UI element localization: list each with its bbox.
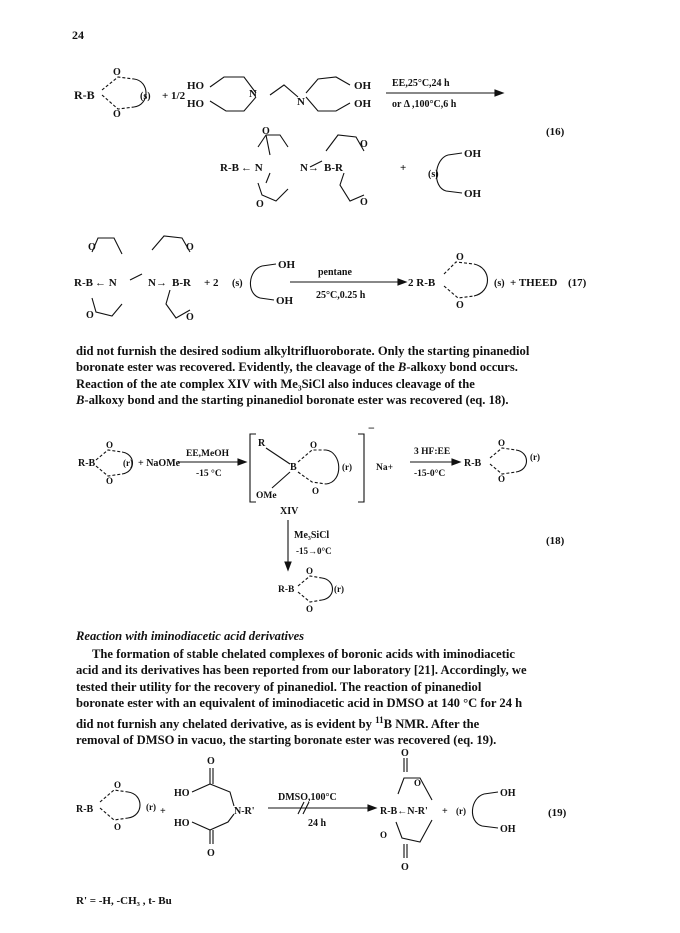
eq18-product: R-B (464, 458, 482, 469)
eq17-coeff: + 2 (204, 277, 219, 289)
eq17-o1: O (88, 242, 96, 253)
eq19-rb: R-B (76, 804, 94, 815)
eq18-minus: − (368, 421, 375, 435)
eq17-o3: O (86, 310, 94, 321)
eq19-po-bot: O (401, 862, 409, 873)
eq18-rb: R-B (78, 458, 96, 469)
page-number: 24 (72, 28, 84, 42)
eq17-n-arrow: N→ (148, 277, 167, 289)
para2-line-6: removal of DMSO in vacuo, the starting boronate ester was recovered (eq. 19). (76, 733, 497, 748)
eq17-cond-below: 25°C,0.25 h (316, 290, 366, 301)
eq18-p2o2: O (306, 604, 314, 614)
eq19-oh2: OH (500, 824, 516, 835)
para1-line-1: did not furnish the desired sodium alkyltrifluoroborate. Only the starting pinanediol (76, 344, 530, 358)
eq19-plus: + (160, 806, 166, 817)
eq16-o: O (113, 67, 121, 78)
eq16-product-br: B-R (324, 162, 343, 174)
para2-line-3: tested their utility for the recovery of pinanediol. The reaction of pinanediol (76, 679, 482, 694)
eq16-stereo2: (s) (428, 169, 439, 180)
para2-line-5: did not furnish any chelated derivative, as is evident by $^{11}$B NMR. After the (76, 714, 480, 731)
para1-line-4: B-alkoxy bond and the starting pinanediol boronate ester was recovered (eq. 18). (76, 393, 509, 408)
eq16-poh: OH (464, 148, 482, 160)
r-prime-definition: R' = -H, -CH₃ , t- Bu (76, 895, 172, 907)
eq16-po2: O (360, 139, 368, 150)
eq18-xstereo: (r) (342, 462, 352, 472)
eq16-n: N (249, 88, 257, 100)
eq18-stereo: (r) (123, 458, 133, 468)
eq16-cond-below: or Δ ,100°C,6 h (392, 99, 457, 110)
eq19-o-bot: O (207, 848, 215, 859)
eq16-cond-above: EE,25°C,24 h (392, 78, 450, 89)
eq19-po1: O (414, 778, 422, 788)
eq18-r: R (258, 438, 266, 449)
eq17-rb: R-B (74, 277, 93, 289)
eq19-o1: O (114, 780, 122, 790)
eq18-temp: -15→0°C (296, 546, 332, 556)
eq18-me3sicl: Me₃SiCl (294, 530, 330, 541)
eq16-po1: O (262, 126, 270, 137)
eq16-arrow-n: ← N (241, 162, 263, 174)
equation-18 (0, 420, 680, 620)
eq18-number: (18) (546, 535, 565, 547)
eq19-product: R-B←N-R' (380, 806, 428, 817)
eq18-naome: + NaOMe (138, 458, 181, 469)
eq19-o-top: O (207, 756, 215, 767)
eq16-po3: O (256, 199, 264, 210)
eq19-cond-below: 24 h (308, 818, 327, 829)
equation-19 (0, 748, 680, 890)
eq18-na: Na+ (376, 463, 394, 473)
eq17-theed: + THEED (510, 277, 558, 289)
eq19-po2: O (380, 830, 388, 840)
eq18-cond-above: EE,MeOH (186, 449, 230, 459)
para1-line-3: Reaction of the ate complex XIV with Me₃SiCl also induces cleavage of the (76, 376, 475, 391)
eq17-oh: OH (278, 259, 296, 271)
eq18-xo1: O (310, 440, 318, 450)
paragraph-1 (76, 343, 636, 409)
eq18-p2o1: O (306, 566, 314, 576)
eq18-b: B (290, 462, 297, 473)
eq17-stereo: (s) (232, 278, 243, 289)
eq18-cond-below: -15 °C (196, 469, 222, 479)
eq17-po2: O (456, 300, 464, 311)
equation-17 (0, 228, 680, 338)
para2-line-1: The formation of stable chelated complexes of boronic acids with iminodiacetic (92, 647, 516, 661)
eq18-xo2: O (312, 486, 320, 496)
eq17-arrow-n: ← N (95, 277, 117, 289)
eq19-number: (19) (548, 807, 567, 819)
eq17-o4: O (186, 312, 194, 323)
para1-line-2: boronate ester was recovered. Evidently, the cleavage of the B-alkoxy bond occurs. (76, 360, 518, 375)
eq19-o2: O (114, 822, 122, 832)
eq19-plus2: + (442, 806, 448, 817)
eq19-nr: N-R' (234, 806, 255, 817)
eq18-o2: O (106, 476, 114, 486)
eq16-stereo: (s) (140, 91, 151, 102)
eq17-product: 2 R-B (408, 277, 436, 289)
eq17-number: (17) (568, 277, 587, 289)
paragraph-2 (76, 646, 636, 749)
eq19-oh: OH (500, 788, 516, 799)
equation-16 (0, 55, 680, 225)
eq18-po2: O (498, 474, 506, 484)
eq16-po4: O (360, 197, 368, 208)
eq19-stereo: (r) (146, 802, 156, 812)
section-heading: Reaction with iminodiacetic acid derivatives (76, 629, 305, 643)
eq18-hf-below: -15-0°C (414, 469, 446, 479)
eq16-number: (16) (546, 126, 565, 138)
eq19-pstereo: (r) (456, 806, 466, 816)
eq16-ho2: HO (187, 98, 205, 110)
eq18-product2: R-B (278, 585, 295, 595)
eq16-coeff: + 1/2 (162, 90, 186, 102)
para2-line-2: acid and its derivatives has been reported from our laboratory [21]. Accordingly, we (76, 663, 527, 678)
eq18-p2stereo: (r) (334, 584, 344, 594)
eq16-plus: + (400, 162, 407, 174)
eq16-n-arrow: N→ (300, 162, 319, 174)
eq18-po1: O (498, 438, 506, 448)
eq16-oh: OH (354, 80, 372, 92)
eq17-br: B-R (172, 277, 191, 289)
eq17-o2: O (186, 242, 194, 253)
eq17-pstereo: (s) (494, 278, 505, 289)
eq17-po1: O (456, 252, 464, 263)
eq17-oh2: OH (276, 295, 294, 307)
eq18-o1: O (106, 440, 114, 450)
eq16-ho: HO (187, 80, 205, 92)
eq19-cond-above: DMSO,100°C (278, 792, 337, 803)
eq16-oh2: OH (354, 98, 372, 110)
eq16-poh2: OH (464, 188, 482, 200)
eq19-ho2: HO (174, 818, 190, 829)
eq18-pstereo: (r) (530, 452, 540, 462)
para2-line-4: boronate ester with an equivalent of iminodiacetic acid in DMSO at 140 °C for 24 h (76, 696, 523, 711)
eq16-rb: R-B (74, 88, 95, 102)
eq18-ome: OMe (256, 491, 277, 501)
eq17-cond-above: pentane (318, 267, 352, 278)
eq19-ho: HO (174, 788, 190, 799)
eq18-label: XIV (280, 506, 299, 517)
eq19-po-top: O (401, 748, 409, 759)
eq16-o2: O (113, 109, 121, 120)
eq16-n2: N (297, 96, 305, 108)
eq16-product-rb: R-B (220, 162, 239, 174)
eq18-hf-above: 3 HF:EE (414, 447, 451, 457)
